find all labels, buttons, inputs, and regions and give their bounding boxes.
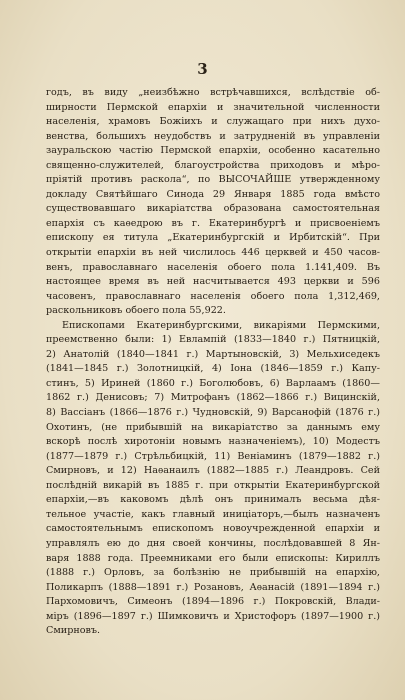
page-number: 3 <box>197 60 208 78</box>
text-line: епархія съ каѳедрою въ г. Екатеринбургѣ и присвоеніемъ <box>46 217 380 229</box>
text-line: Смирновъ, и 12) Наѳанаилъ (1882—1885 г.) Леандровъ. Сей <box>46 465 380 477</box>
text-line: 2) Анатолій (1840—1841 г.) Мартыновскій, 3) Мельхиседекъ <box>46 348 380 360</box>
text-line: вскорѣ послѣ хиротоніи новымъ назначеніемъ), 10) Модестъ <box>46 436 380 448</box>
text-line: годъ, въ виду „неизбѣжно встрѣчавшихся, вслѣдствіе об- <box>46 87 380 98</box>
text-line: населенія, храмовъ Божіихъ и служащаго при нихъ духо- <box>46 116 380 128</box>
text-line: епархіи,—въ каковомъ дѣлѣ онъ принималъ весьма дѣя- <box>46 494 380 506</box>
text-line: послѣдній викарій въ 1885 г. при открытіи Екатеринбургской <box>46 479 380 491</box>
text-line: міръ (1896—1897 г.) Шимковичъ и Христофоръ (1897—1900 г.) <box>46 610 380 622</box>
text-line: Смирновъ. <box>46 625 101 637</box>
text-line: стинъ, 5) Ириней (1860 г.) Боголюбовъ, 6) Варлаамъ (1860— <box>46 377 380 389</box>
text-line: раскольниковъ обоего пола 55,922. <box>46 305 226 317</box>
text-line: Поликарпъ (1888—1891 г.) Розановъ, Аѳанасій (1891—1894 г.) <box>46 581 380 593</box>
text-line: существовавшаго викаріатства образована самостоятельная <box>46 203 380 215</box>
text-line: пріятій противъ раскола“, по ВЫСОЧАЙШЕ утвержденному <box>46 174 380 186</box>
text-line: священно-служителей, благоустройства приходовъ и мѣро- <box>46 159 380 171</box>
text-line: 8) Вассіанъ (1866—1876 г.) Чудновскій, 9) Варсанофій (1876 г.) <box>46 407 380 419</box>
text-line: (1888 г.) Орловъ, за болѣзнію не прибывшій на епархію, <box>46 567 380 579</box>
text-line: открытіи епархіи въ ней числилось 446 церквей и 450 часов- <box>46 247 380 259</box>
text-line: венъ, православнаго населенія обоего пола 1.141,409. Въ <box>46 261 380 273</box>
text-line: зауральскою частію Пермской епархіи, особенно касательно <box>46 145 380 157</box>
text-line: ширности Пермской епархіи и значительной численности <box>46 101 380 113</box>
text-line: докладу Святѣйшаго Синода 29 Января 1885 года вмѣсто <box>46 188 380 200</box>
paragraph <box>46 319 380 639</box>
text-line: венства, большихъ неудобствъ и затрудненій въ управленіи <box>46 130 380 142</box>
text-line: Пархомовичъ, Симеонъ (1894—1896 г.) Покровскій, Влади- <box>46 596 380 608</box>
text-line: варя 1888 года. Преемниками его были епископы: Кириллъ <box>46 552 380 564</box>
text-line: (1841—1845 г.) Золотницкій, 4) Іона (1846—1859 г.) Капу- <box>46 363 380 375</box>
text-line: Епископами Екатеринбургскими, викаріями Пермскими, <box>62 319 380 331</box>
text-line: самостоятельнымъ епископомъ новоучрежденной епархіи и <box>46 523 380 535</box>
page-text <box>46 86 380 639</box>
text-line: епископу ея титула „Екатеринбургскій и Ирбитскій“. При <box>46 232 380 244</box>
text-line: часовенъ, православнаго населенія обоего пола 1,312,469, <box>46 290 380 302</box>
text-line: преемственно были: 1) Евлампій (1833—1840 г.) Пятницкій, <box>46 334 380 346</box>
text-line: тельное участіе, какъ главный иниціаторъ,—былъ назначенъ <box>46 508 380 520</box>
text-line: Охотинъ, (не прибывшій на викаріатство за даннымъ ему <box>46 421 380 433</box>
text-line: 1862 г.) Денисовъ; 7) Митрофанъ (1862—1866 г.) Вицинскій, <box>46 392 380 404</box>
text-line: (1877—1879 г.) Стрѣльбицкій, 11) Веніаминъ (1879—1882 г.) <box>46 450 380 462</box>
text-line: настоящее время въ ней насчитывается 493 церкви и 596 <box>46 276 380 288</box>
paragraph <box>46 86 380 319</box>
text-line: управлялъ ею до дня своей кончины, послѣдовавшей 8 Ян- <box>46 537 380 549</box>
